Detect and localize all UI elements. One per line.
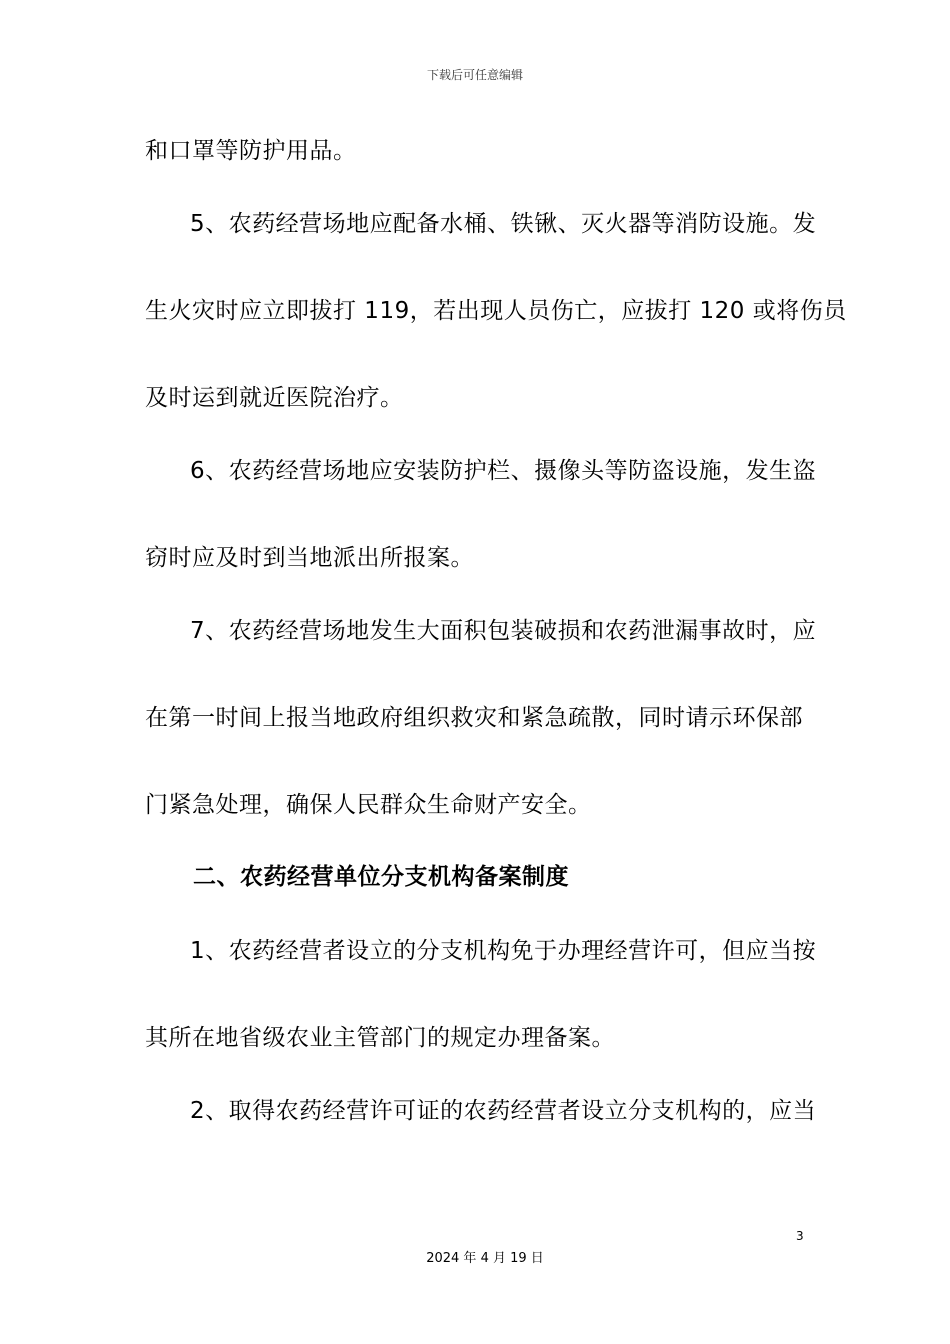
section-heading: 二、农药经营单位分支机构备案制度: [193, 864, 569, 890]
paragraph-line: 其所在地省级农业主管部门的规定办理备案。: [145, 1025, 615, 1051]
footer-date: 2024 年 4 月 19 日: [426, 1251, 544, 1266]
paragraph-line: 6、农药经营场地应安装防护栏、摄像头等防盗设施，发生盗: [190, 458, 817, 484]
page-number: 3: [796, 1229, 804, 1243]
paragraph-line: 7、农药经营场地发生大面积包装破损和农药泄漏事故时，应: [190, 618, 817, 644]
page-header: 下载后可任意编辑: [426, 68, 523, 82]
paragraph-line: 生火灾时应立即拔打 119，若出现人员伤亡，应拔打 120 或将伤员: [145, 298, 847, 324]
paragraph-line: 5、农药经营场地应配备水桶、铁锹、灭火器等消防设施。发: [190, 211, 817, 237]
paragraph-line: 窃时应及时到当地派出所报案。: [145, 545, 474, 571]
paragraph-line: 在第一时间上报当地政府组织救灾和紧急疏散，同时请示环保部: [145, 705, 803, 731]
paragraph-line: 及时运到就近医院治疗。: [145, 385, 404, 411]
paragraph-line: 和口罩等防护用品。: [145, 138, 357, 164]
paragraph-line: 门紧急处理，确保人民群众生命财产安全。: [145, 792, 592, 818]
paragraph-line: 1、农药经营者设立的分支机构免于办理经营许可，但应当按: [190, 938, 817, 964]
paragraph-line: 2、取得农药经营许可证的农药经营者设立分支机构的，应当: [190, 1098, 817, 1124]
